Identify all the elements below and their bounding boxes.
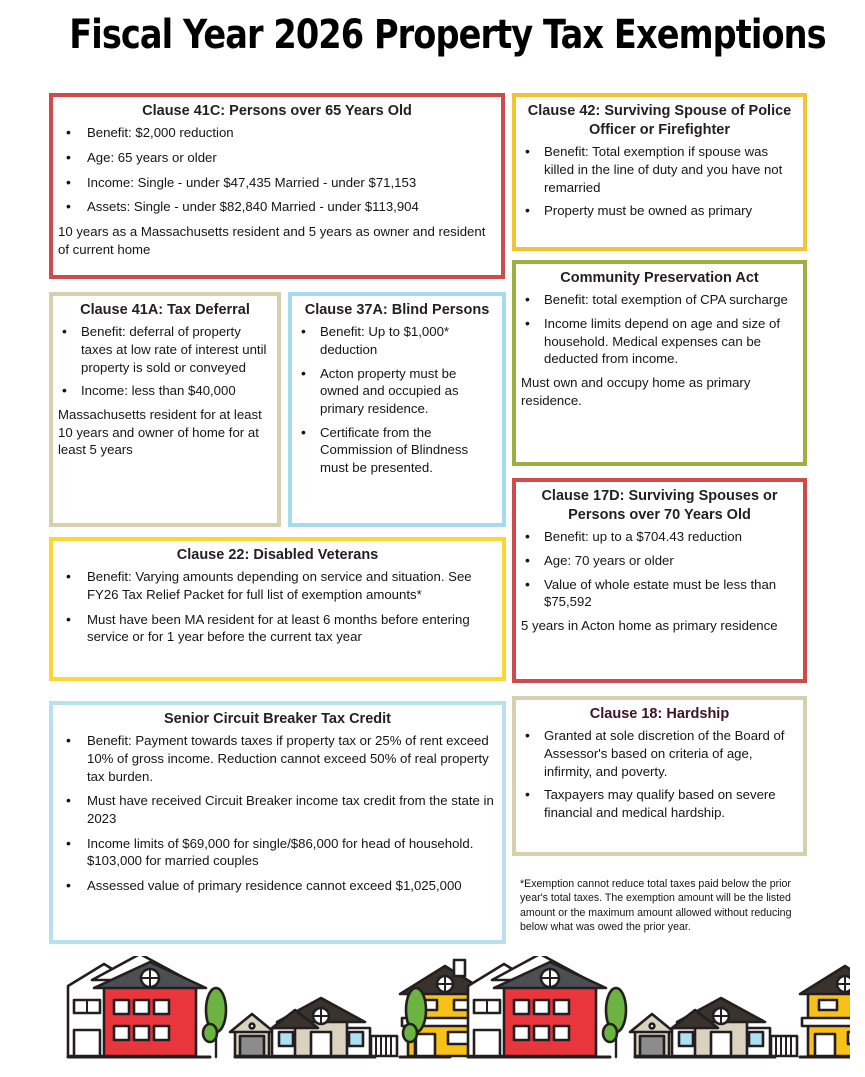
house-group-b [403,956,850,1057]
bullet-list-senior-circuit-breaker [53,732,502,895]
card-note-clause-41a: Massachusetts resident for at least 10 years and owner of home for at least 5 years [58,406,262,458]
page-title: Fiscal Year 2026 Property Tax Exemptions [69,12,826,58]
list-item: • Assets: Single - under $82,840 Married - under $113,904 [53,198,495,216]
bullet-list-clause-18 [516,727,803,821]
card-clause-22 [49,537,506,681]
card-title-clause-22: Clause 22: Disabled Veterans [176,547,379,563]
tree [203,988,226,1057]
list-item: • Age: 65 years or older [53,149,495,167]
exemption-footnote: *Exemption cannot reduce total taxes paid below the prior year's total taxes. The exemption amount will be the listed amount or the maximum amount allowed without reducing below what was owed the prior year. [520,878,792,934]
house-cream [630,998,797,1056]
card-clause-41a [49,292,281,527]
card-note-clause-41c: 10 years as a Massachusetts resident and 5 years as owner and resident of current home [58,223,486,257]
card-clause-17d [512,478,807,683]
neighborhood-illustration [30,956,850,1071]
list-item: • Assessed value of primary residence cannot exceed $1,025,000 [53,877,496,895]
tree [603,988,626,1057]
list-item: • Acton property must be owned and occupied as primary residence. [292,365,496,418]
list-item: • Benefit: Varying amounts depending on service and situation. See FY26 Tax Relief Packet for full list of exemption amounts* [53,568,496,603]
houses-svg [30,956,850,1071]
bullet-list-cpa [516,291,803,368]
list-item: • Income: Single - under $47,435 Married - under $71,153 [53,174,495,192]
list-item: • Benefit: $2,000 reduction [53,124,495,142]
card-title-senior-circuit-breaker: Senior Circuit Breaker Tax Credit [164,711,391,727]
bullet-list-clause-17d [516,528,803,611]
list-item: • Benefit: Total exemption if spouse was killed in the line of duty and you have not remarried [516,143,797,196]
list-item: • Certificate from the Commission of Blindness must be presented. [292,424,496,477]
list-item: • Benefit: deferral of property taxes at low rate of interest until property is sold or conveyed [53,323,271,376]
list-item: • Benefit: up to a $704.43 reduction [516,528,797,546]
card-senior-circuit-breaker [49,701,506,944]
card-note-clause-17d: 5 years in Acton home as primary residence [521,618,778,633]
card-clause-37a [288,292,506,527]
house-red [68,956,206,1056]
card-clause-18 [512,696,807,856]
house-cream [230,998,397,1056]
list-item: • Benefit: total exemption of CPA surcharge [516,291,797,309]
list-item: • Granted at sole discretion of the Board of Assessor's based on criteria of age, infirmity, and poverty. [516,727,797,780]
bullet-list-clause-22 [53,568,502,646]
bullet-list-clause-37a [292,323,502,477]
list-item: • Value of whole estate must be less than $75,592 [516,576,797,611]
list-item: • Benefit: Payment towards taxes if property tax or 25% of rent exceed 10% of gross income. Reduction cannot exceed 50% of real property tax burden. [53,732,496,785]
list-item: • Age: 70 years or older [516,552,797,570]
card-title-clause-18: Clause 18: Hardship [589,706,730,722]
list-item: • Income limits of $69,000 for single/$86,000 for head of household. $103,000 for married couples [53,835,496,870]
list-item: • Benefit: Up to $1,000* deduction [292,323,496,358]
card-clause-41c [49,93,505,279]
list-item: • Must have been MA resident for at least 6 months before entering service or for 1 year before the current tax year [53,611,496,646]
list-item: • Income: less than $40,000 [53,382,271,400]
list-item: • Property must be owned as primary [516,202,797,220]
card-note-cpa: Must own and occupy home as primary residence. [521,374,751,408]
house-red [468,956,606,1056]
house-yellow [800,960,850,1056]
card-title-clause-37a: Clause 37A: Blind Persons [304,302,490,318]
card-title-clause-17d: Clause 17D: Surviving Spouses or Persons over 70 Years Old [541,488,778,524]
list-item: • Must have received Circuit Breaker income tax credit from the state in 2023 [53,792,496,827]
card-title-clause-41c: Clause 41C: Persons over 65 Years Old [142,103,412,119]
bullet-list-clause-41a [53,323,277,400]
card-title-cpa: Community Preservation Act [560,270,759,286]
list-item: • Income limits depend on age and size of household. Medical expenses can be deducted from income. [516,315,797,368]
list-item: • Taxpayers may qualify based on severe financial and medical hardship. [516,786,797,821]
card-title-clause-42: Clause 42: Surviving Spouse of Police Officer or Firefighter [527,103,792,139]
bullet-list-clause-41c [53,124,501,216]
bullet-list-clause-42 [516,143,803,220]
card-community-preservation-act [512,260,807,466]
card-title-clause-41a: Clause 41A: Tax Deferral [80,302,250,318]
card-clause-42 [512,93,807,251]
